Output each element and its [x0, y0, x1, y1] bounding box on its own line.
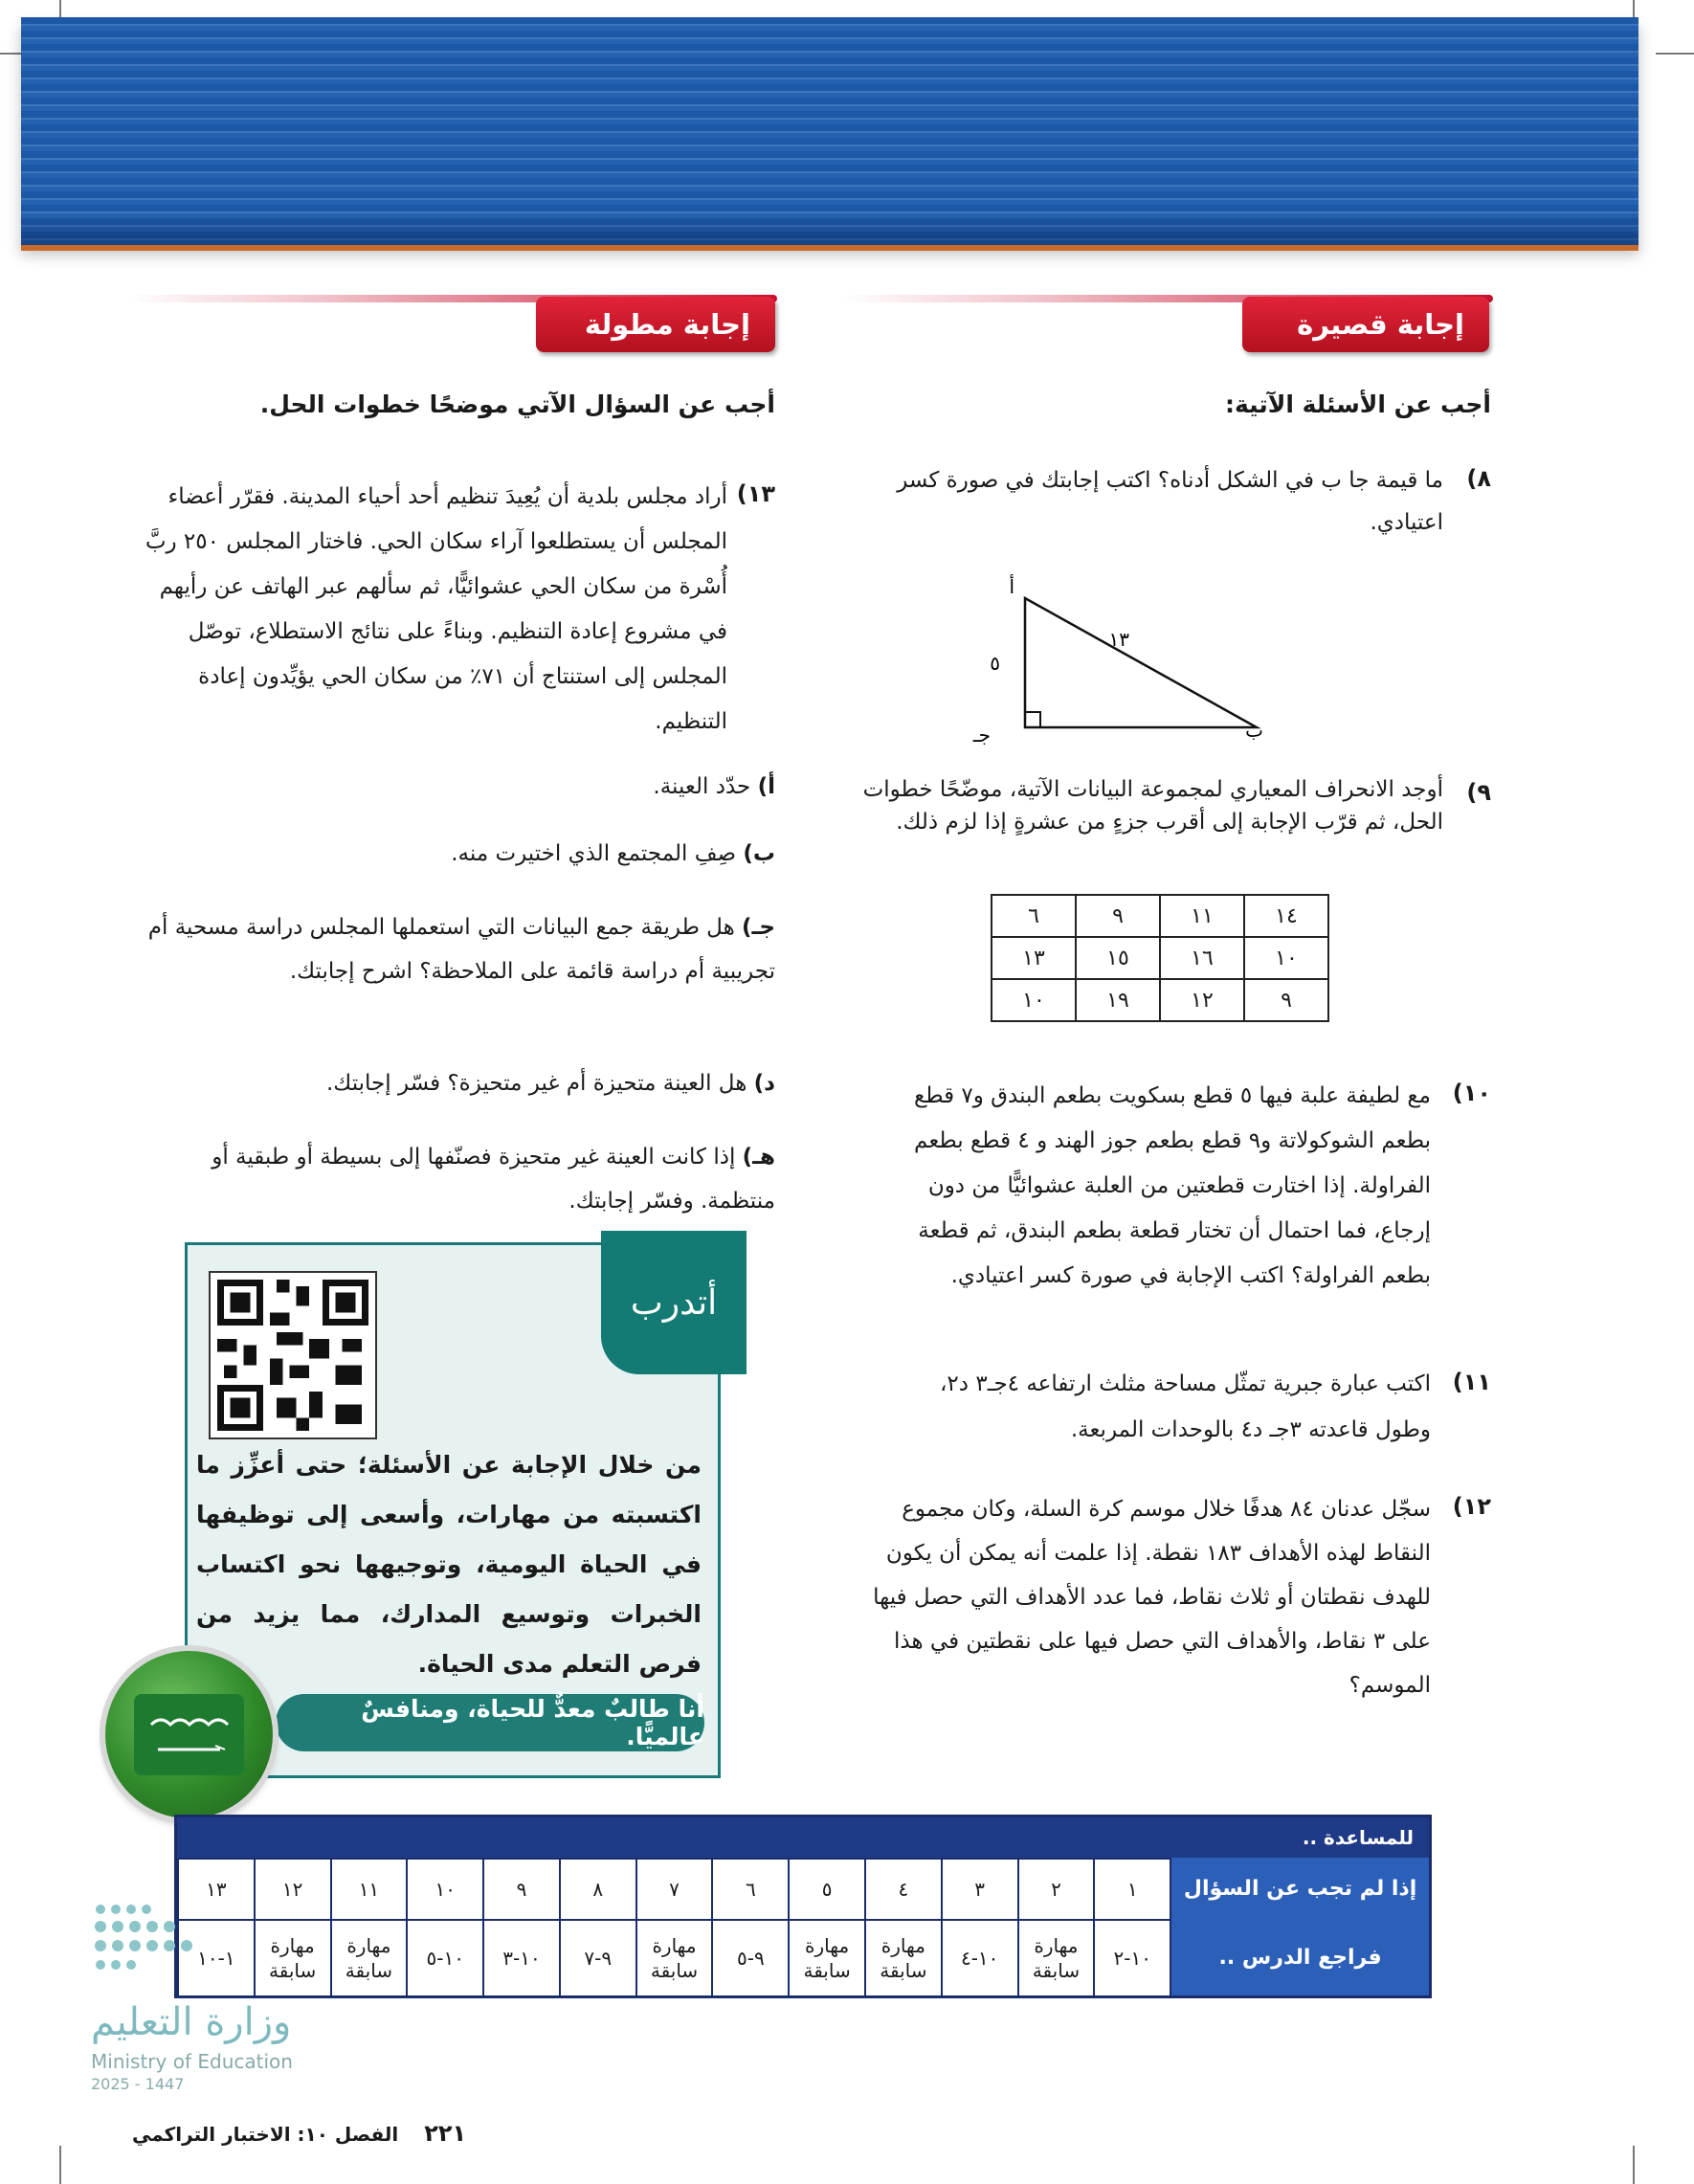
- question-text-13: أراد مجلس بلدية أن يُعِيدَ تنظيم أحد أحياء المدينة. فقرّر أعضاء المجلس أن يستطلعوا آراء سكان الحي. فاختار المجلس ٢٥٠ ربَّ أُسْرة من سكان الحي عشوائيًّا، ثم سألهم عبر الهاتف عن رأيهم في مشروع إعادة التنظيم. وبناءً على نتائج الاستطلاع، توصّل المجلس إلى استنتاج أن ٧١٪ من سكان الحي يؤيِّدون إعادة التنظيم.: [145, 484, 727, 734]
- help-cell-lesson: ٩-٥: [711, 1919, 788, 1995]
- table-cell: ١٦: [1160, 937, 1244, 979]
- part-a: [144, 766, 775, 808]
- header-banner-shade: [21, 212, 1638, 245]
- help-cell-question: ٢: [1017, 1858, 1094, 1919]
- help-cell-lesson: مهارة سابقة: [1017, 1919, 1094, 1995]
- question-text-8: ما قيمة جا ب في الشكل أدناه؟ اكتب إجابتك في صورة كسر اعتيادي.: [897, 468, 1443, 535]
- part-label: هـ): [742, 1145, 775, 1170]
- question-number-13: ١٣): [736, 480, 775, 507]
- triangle-shape: [1025, 598, 1257, 727]
- help-cell-question: ٧: [635, 1858, 712, 1919]
- question-number-8: ٨): [1466, 465, 1491, 492]
- vertex-b-label: ب: [1245, 719, 1263, 742]
- vertex-a-label: أ: [1009, 575, 1014, 598]
- table-row: [992, 979, 1328, 1021]
- right-triangle-figure: [972, 569, 1292, 747]
- question-text-9: أوجد الانحراف المعياري لمجموعة البيانات الآتية، موضّحًا خطوات الحل، ثم قرّب الإجابة إلى أقرب جزءٍ من عشرةٍ إذا لزم ذلك.: [862, 777, 1443, 835]
- part-label: د): [753, 1071, 775, 1096]
- table-cell: ١٣: [992, 937, 1076, 979]
- help-cell-lesson: مهارة سابقة: [788, 1919, 864, 1995]
- ministry-dots-logo: [91, 1900, 263, 1986]
- instruction-short: أجب عن الأسئلة الآتية:: [1224, 390, 1491, 418]
- part-text: صِفِ المجتمع الذي اختيرت منه.: [451, 841, 737, 866]
- question-number-11: ١١): [1452, 1369, 1491, 1395]
- part-label: أ): [757, 774, 775, 799]
- page-footer: [132, 2120, 466, 2147]
- question-text-11-line2: وطول قاعدته ٣جـ د٤ بالوحدات المربعة.: [1070, 1417, 1431, 1442]
- part-e: [144, 1135, 775, 1223]
- question-number-9: ٩): [1466, 779, 1491, 806]
- help-cell-lesson: ١-١٠: [177, 1919, 254, 1995]
- part-label: جـ): [742, 915, 775, 940]
- help-cell-question: ١١: [330, 1858, 407, 1919]
- practice-slogan: أنا طالبٌ معدٌّ للحياة، ومنافسٌ عالميًّا.: [276, 1694, 704, 1751]
- crop-mark: [1633, 2146, 1635, 2184]
- help-cell-lesson: ١٠-٤: [941, 1919, 1017, 1995]
- help-table-title: للمساعدة ..: [177, 1817, 1429, 1858]
- question-text-11-line1: اكتب عبارة جبرية تمثّل مساحة مثلث ارتفاعه ٤جـ٣ د٢،: [939, 1371, 1431, 1396]
- part-text: إذا كانت العينة غير متحيزة فصنّفها إلى بسيطة أو طبقية أو منتظمة. وفسّر إجابتك.: [212, 1145, 775, 1214]
- help-cell-question: ١٣: [177, 1858, 254, 1919]
- help-table: [174, 1815, 1432, 1998]
- help-row-questions: [177, 1858, 1429, 1919]
- part-text: هل العينة متحيزة أم غير متحيزة؟ فسّر إجابتك.: [326, 1071, 747, 1096]
- help-cell-question: ٥: [788, 1858, 864, 1919]
- question-number-10: ١٠): [1452, 1080, 1491, 1106]
- table-row: [992, 937, 1328, 979]
- help-cell-lesson: ١٠-٥: [406, 1919, 482, 1995]
- help-cell-question: ١٠: [406, 1858, 482, 1919]
- table-row: [992, 895, 1328, 937]
- footer-chapter-title: الفصل ١٠: الاختبار التراكمي: [132, 2123, 399, 2146]
- table-cell: ١٠: [1244, 937, 1328, 979]
- practice-tab: أتدرب: [601, 1231, 747, 1374]
- header-banner: [21, 17, 1638, 245]
- help-cell-question: ١٢: [254, 1858, 330, 1919]
- table-cell: ١٠: [992, 979, 1076, 1021]
- section-header-long-answer: إجابة مطولة: [536, 297, 775, 352]
- saudi-flag-icon: [134, 1694, 244, 1775]
- practice-text: من خلال الإجابة عن الأسئلة؛ حتى أعزِّز ما اكتسبته من مهارات، وأسعى إلى توظيفها في الحياة اليومية، وتوجيهها نحو اكتساب الخبرات وتوسيع المدارك، مما يزيد من فرص التعلم مدى الحياة.: [196, 1451, 702, 1678]
- footer-page-number: ٢٢١: [424, 2120, 467, 2147]
- help-cell-lesson: مهارة سابقة: [635, 1919, 712, 1995]
- ministry-name-arabic: وزارة التعليم: [91, 2000, 292, 2044]
- qr-code[interactable]: [209, 1271, 377, 1439]
- crop-mark: [59, 2146, 61, 2184]
- help-cell-question: ٩: [482, 1858, 559, 1919]
- table-cell: ٦: [992, 895, 1076, 937]
- question-number-12: ١٢): [1452, 1493, 1491, 1520]
- vertex-c-label: جـ: [972, 724, 991, 747]
- help-row-label: إذا لم تجب عن السؤال: [1170, 1858, 1429, 1919]
- ministry-year: 2025 - 1447: [91, 2075, 185, 2093]
- data-table-q9: [991, 894, 1329, 1022]
- help-cell-question: ٦: [711, 1858, 788, 1919]
- question-text-12: سجّل عدنان ٨٤ هدفًا خلال موسم كرة السلة، وكان مجموع النقاط لهذه الأهداف ١٨٣ نقطة. إذا علمت أنه يمكن أن يكون للهدف نقطتان أو ثلاث نقاط، فما عدد الأهداف التي حصل فيها على ٣ نقاط، والأهداف التي حصل فيها على نقطتين في هذا الموسم؟: [873, 1497, 1431, 1698]
- table-cell: ١٤: [1244, 895, 1328, 937]
- help-cell-question: ٨: [559, 1858, 635, 1919]
- help-cell-question: ٣: [941, 1858, 1017, 1919]
- side-ab-label: ١٣: [1108, 628, 1129, 651]
- part-label: ب): [743, 841, 775, 866]
- part-c: [144, 905, 775, 993]
- help-cell-question: ٤: [864, 1858, 941, 1919]
- help-row-label: فراجع الدرس ..: [1170, 1919, 1429, 1995]
- crop-mark: [1656, 53, 1694, 55]
- part-text: هل طريقة جمع البيانات التي استعملها المجلس دراسة مسحية أم تجريبية أم دراسة قائمة على الملاحظة؟ اشرح إجابتك.: [147, 915, 775, 984]
- table-cell: ١٥: [1076, 937, 1160, 979]
- side-ac-label: ٥: [990, 652, 1000, 675]
- help-cell-lesson: مهارة سابقة: [864, 1919, 941, 1995]
- table-cell: ١٩: [1076, 979, 1160, 1021]
- question-text-10: مع لطيفة علبة فيها ٥ قطع بسكويت بطعم البندق و٧ قطع بطعم الشوكولاتة و٩ قطع بطعم جوز الهند و ٤ قطع بطعم الفراولة. إذا اختارت قطعتين من العلبة عشوائيًّا من دون إرجاع، فما احتمال أن تختار قطعة بطعم البندق، ثم قطعة بطعم الفراولة؟ اكتب الإجابة في صورة كسر اعتيادي.: [913, 1083, 1431, 1288]
- ministry-name-english: Ministry of Education: [91, 2050, 293, 2073]
- help-cell-lesson: مهارة سابقة: [254, 1919, 330, 1995]
- instruction-long: أجب عن السؤال الآتي موضحًا خطوات الحل.: [259, 390, 775, 418]
- right-angle-mark: [1025, 712, 1040, 727]
- part-b: [144, 833, 775, 875]
- help-cell-lesson: ١٠-٣: [482, 1919, 559, 1995]
- table-cell: ١٢: [1160, 979, 1244, 1021]
- help-cell-question: ١: [1093, 1858, 1170, 1919]
- help-cell-lesson: ١٠-٢: [1093, 1919, 1170, 1995]
- help-cell-lesson: مهارة سابقة: [330, 1919, 407, 1995]
- part-text: حدّد العينة.: [653, 774, 751, 799]
- part-d: [144, 1062, 775, 1104]
- section-header-short-answer: إجابة قصيرة: [1242, 297, 1489, 352]
- help-cell-lesson: ٩-٧: [559, 1919, 635, 1995]
- table-cell: ١١: [1160, 895, 1244, 937]
- help-row-lessons: [177, 1919, 1429, 1995]
- table-cell: ٩: [1076, 895, 1160, 937]
- table-cell: ٩: [1244, 979, 1328, 1021]
